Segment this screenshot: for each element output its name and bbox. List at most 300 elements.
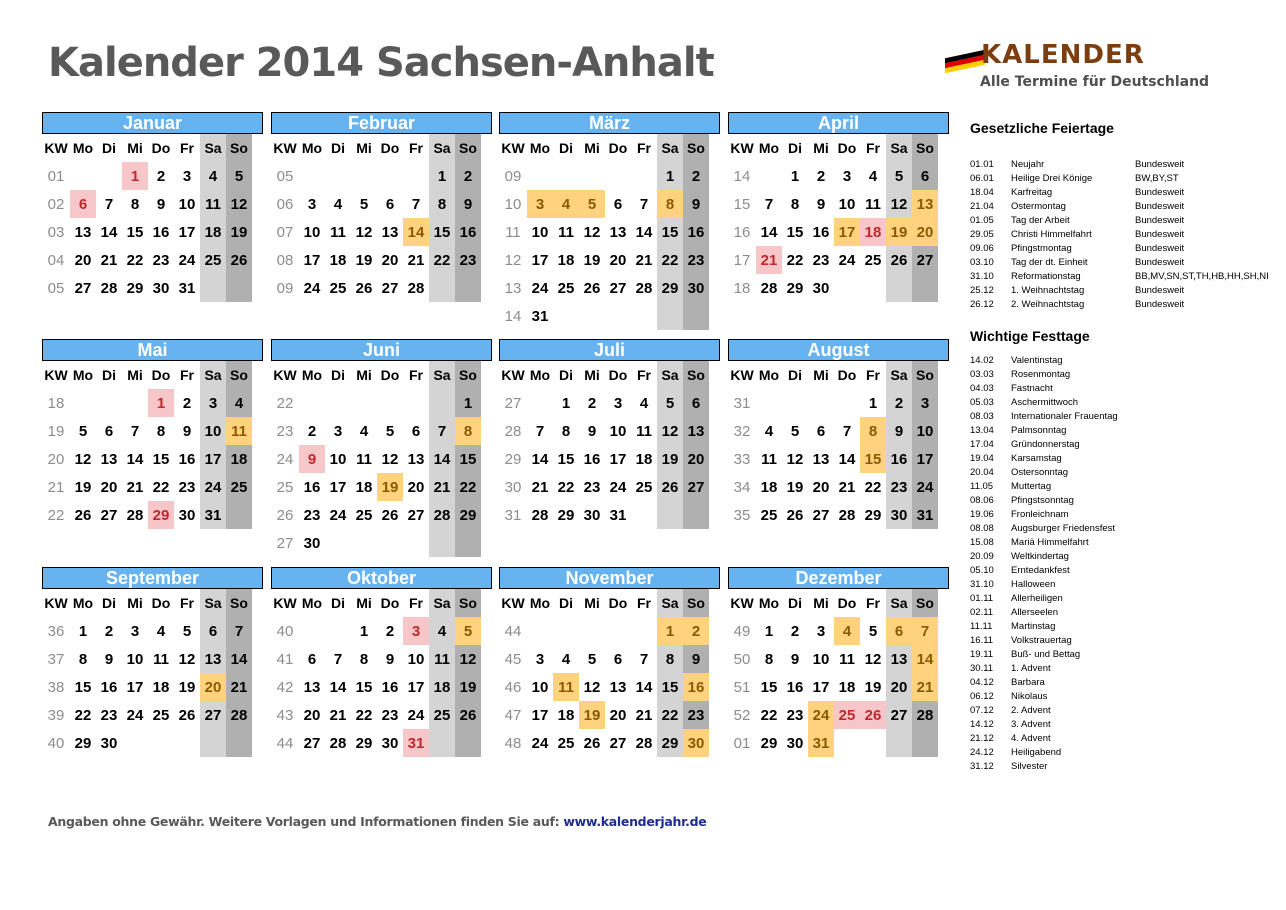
day-cell[interactable]: 4 [359,422,369,440]
day-cell[interactable]: 21 [838,478,856,496]
day-cell[interactable]: 25 [226,473,252,501]
day-cell[interactable]: 20 [812,478,830,496]
day-cell[interactable]: 4 [834,617,860,645]
day-cell[interactable]: 9 [790,650,800,668]
day-cell[interactable]: 11 [865,195,881,213]
day-cell[interactable]: 28 [407,279,425,297]
day-cell[interactable]: 6 [886,617,912,645]
day-cell[interactable]: 6 [104,422,114,440]
day-cell[interactable]: 24 [329,506,347,524]
day-cell[interactable]: 8 [455,417,481,445]
day-cell[interactable]: 15 [355,678,373,696]
day-cell[interactable]: 11 [429,645,455,673]
day-cell[interactable]: 18 [557,706,575,724]
day-cell[interactable]: 21 [635,706,653,724]
day-cell[interactable]: 9 [886,417,912,445]
day-cell[interactable]: 13 [683,417,709,445]
day-cell[interactable]: 25 [429,701,455,729]
day-cell[interactable]: 16 [683,673,709,701]
day-cell[interactable]: 12 [583,678,601,696]
day-cell[interactable]: 5 [886,162,912,190]
day-cell[interactable]: 2 [307,422,317,440]
day-cell[interactable]: 6 [816,422,826,440]
day-cell[interactable]: 21 [635,251,653,269]
day-cell[interactable]: 28 [329,734,347,752]
day-cell[interactable]: 31 [531,307,549,325]
day-cell[interactable]: 11 [636,422,652,440]
day-cell[interactable]: 23 [683,246,709,274]
day-cell[interactable]: 1 [78,622,88,640]
day-cell[interactable]: 24 [808,701,834,729]
day-cell[interactable]: 28 [912,701,938,729]
day-cell[interactable]: 11 [356,450,372,468]
day-cell[interactable]: 1 [455,389,481,417]
day-cell[interactable]: 12 [178,650,196,668]
day-cell[interactable]: 28 [226,701,252,729]
day-cell[interactable]: 4 [553,190,579,218]
day-cell[interactable]: 16 [886,445,912,473]
day-cell[interactable]: 17 [178,223,196,241]
day-cell[interactable]: 30 [583,506,601,524]
day-cell[interactable]: 4 [764,422,774,440]
day-cell[interactable]: 16 [812,223,830,241]
day-cell[interactable]: 29 [126,279,144,297]
day-cell[interactable]: 7 [764,195,774,213]
day-cell[interactable]: 19 [377,473,403,501]
day-cell[interactable]: 4 [429,617,455,645]
day-cell[interactable]: 22 [657,246,683,274]
day-cell[interactable]: 21 [912,673,938,701]
day-cell[interactable]: 3 [200,389,226,417]
day-cell[interactable]: 26 [657,473,683,501]
day-cell[interactable]: 26 [786,506,804,524]
day-cell[interactable]: 6 [411,422,421,440]
day-cell[interactable]: 14 [226,645,252,673]
day-cell[interactable]: 9 [587,422,597,440]
day-cell[interactable]: 9 [455,190,481,218]
day-cell[interactable]: 21 [756,246,782,274]
day-cell[interactable]: 27 [609,279,627,297]
day-cell[interactable]: 3 [333,422,343,440]
day-cell[interactable]: 11 [761,450,777,468]
day-cell[interactable]: 26 [583,279,601,297]
day-cell[interactable]: 1 [657,162,683,190]
day-cell[interactable]: 20 [303,706,321,724]
day-cell[interactable]: 13 [609,223,627,241]
day-cell[interactable]: 4 [226,389,252,417]
day-cell[interactable]: 11 [553,673,579,701]
day-cell[interactable]: 21 [226,673,252,701]
day-cell[interactable]: 24 [838,251,856,269]
day-cell[interactable]: 17 [912,445,938,473]
day-cell[interactable]: 15 [74,678,92,696]
day-cell[interactable]: 19 [355,251,373,269]
day-cell[interactable]: 21 [531,478,549,496]
day-cell[interactable]: 24 [407,706,425,724]
day-cell[interactable]: 3 [182,167,192,185]
day-cell[interactable]: 3 [842,167,852,185]
day-cell[interactable]: 31 [178,279,196,297]
day-cell[interactable]: 15 [429,218,455,246]
day-cell[interactable]: 13 [812,450,830,468]
day-cell[interactable]: 2 [182,394,192,412]
day-cell[interactable]: 5 [226,162,252,190]
day-cell[interactable]: 25 [329,279,347,297]
day-cell[interactable]: 26 [381,506,399,524]
day-cell[interactable]: 25 [355,506,373,524]
day-cell[interactable]: 12 [74,450,92,468]
day-cell[interactable]: 13 [74,223,92,241]
day-cell[interactable]: 22 [760,706,778,724]
day-cell[interactable]: 7 [130,422,140,440]
day-cell[interactable]: 22 [786,251,804,269]
day-cell[interactable]: 28 [100,279,118,297]
day-cell[interactable]: 30 [381,734,399,752]
day-cell[interactable]: 27 [303,734,321,752]
day-cell[interactable]: 31 [200,501,226,529]
day-cell[interactable]: 23 [786,706,804,724]
day-cell[interactable]: 11 [558,223,574,241]
day-cell[interactable]: 22 [864,478,882,496]
day-cell[interactable]: 29 [786,279,804,297]
day-cell[interactable]: 9 [156,195,166,213]
day-cell[interactable]: 23 [381,706,399,724]
day-cell[interactable]: 10 [531,223,549,241]
day-cell[interactable]: 8 [790,195,800,213]
day-cell[interactable]: 11 [200,190,226,218]
day-cell[interactable]: 24 [303,279,321,297]
day-cell[interactable]: 28 [635,734,653,752]
day-cell[interactable]: 13 [303,678,321,696]
day-cell[interactable]: 27 [886,701,912,729]
day-cell[interactable]: 7 [912,617,938,645]
day-cell[interactable]: 14 [635,223,653,241]
day-cell[interactable]: 1 [148,389,174,417]
day-cell[interactable]: 20 [74,251,92,269]
day-cell[interactable]: 18 [860,218,886,246]
day-cell[interactable]: 16 [683,218,709,246]
day-cell[interactable]: 16 [100,678,118,696]
day-cell[interactable]: 27 [100,506,118,524]
day-cell[interactable]: 17 [329,478,347,496]
day-cell[interactable]: 7 [429,417,455,445]
day-cell[interactable]: 10 [531,678,549,696]
day-cell[interactable]: 14 [912,645,938,673]
day-cell[interactable]: 22 [557,478,575,496]
day-cell[interactable]: 27 [912,246,938,274]
day-cell[interactable]: 17 [407,678,425,696]
day-cell[interactable]: 8 [130,195,140,213]
day-cell[interactable]: 7 [226,617,252,645]
day-cell[interactable]: 6 [70,190,96,218]
day-cell[interactable]: 4 [868,167,878,185]
day-cell[interactable]: 17 [609,450,627,468]
day-cell[interactable]: 1 [122,162,148,190]
day-cell[interactable]: 14 [429,445,455,473]
day-cell[interactable]: 25 [200,246,226,274]
day-cell[interactable]: 28 [635,279,653,297]
day-cell[interactable]: 2 [816,167,826,185]
day-cell[interactable]: 22 [657,701,683,729]
day-cell[interactable]: 11 [153,650,169,668]
day-cell[interactable]: 1 [429,162,455,190]
day-cell[interactable]: 8 [429,190,455,218]
day-cell[interactable]: 24 [609,478,627,496]
day-cell[interactable]: 28 [838,506,856,524]
day-cell[interactable]: 3 [527,190,553,218]
day-cell[interactable]: 12 [886,190,912,218]
day-cell[interactable]: 29 [864,506,882,524]
day-cell[interactable]: 20 [200,673,226,701]
day-cell[interactable]: 19 [786,478,804,496]
day-cell[interactable]: 7 [639,195,649,213]
day-cell[interactable]: 18 [838,678,856,696]
day-cell[interactable]: 23 [583,478,601,496]
day-cell[interactable]: 5 [359,195,369,213]
day-cell[interactable]: 18 [355,478,373,496]
day-cell[interactable]: 11 [330,223,346,241]
day-cell[interactable]: 13 [912,190,938,218]
day-cell[interactable]: 28 [429,501,455,529]
day-cell[interactable]: 29 [557,506,575,524]
day-cell[interactable]: 25 [557,734,575,752]
day-cell[interactable]: 18 [200,218,226,246]
day-cell[interactable]: 16 [583,450,601,468]
day-cell[interactable]: 23 [152,251,170,269]
day-cell[interactable]: 4 [333,195,343,213]
day-cell[interactable]: 12 [226,190,252,218]
day-cell[interactable]: 25 [635,478,653,496]
day-cell[interactable]: 17 [531,706,549,724]
day-cell[interactable]: 30 [683,729,709,757]
day-cell[interactable]: 29 [148,501,174,529]
day-cell[interactable]: 20 [381,251,399,269]
day-cell[interactable]: 24 [178,251,196,269]
day-cell[interactable]: 8 [78,650,88,668]
day-cell[interactable]: 20 [886,673,912,701]
day-cell[interactable]: 6 [912,162,938,190]
day-cell[interactable]: 8 [359,650,369,668]
day-cell[interactable]: 15 [152,450,170,468]
day-cell[interactable]: 8 [657,645,683,673]
day-cell[interactable]: 12 [381,450,399,468]
day-cell[interactable]: 19 [455,673,481,701]
day-cell[interactable]: 26 [178,706,196,724]
day-cell[interactable]: 18 [635,450,653,468]
day-cell[interactable]: 25 [864,251,882,269]
day-cell[interactable]: 10 [609,422,627,440]
day-cell[interactable]: 10 [200,417,226,445]
day-cell[interactable]: 14 [126,450,144,468]
day-cell[interactable]: 18 [557,251,575,269]
day-cell[interactable]: 7 [842,422,852,440]
day-cell[interactable]: 2 [156,167,166,185]
footer-link[interactable]: www.kalenderjahr.de [563,814,707,829]
day-cell[interactable]: 18 [760,478,778,496]
day-cell[interactable]: 14 [403,218,429,246]
day-cell[interactable]: 13 [407,450,425,468]
day-cell[interactable]: 21 [126,478,144,496]
day-cell[interactable]: 2 [104,622,114,640]
day-cell[interactable]: 29 [74,734,92,752]
day-cell[interactable]: 24 [531,734,549,752]
day-cell[interactable]: 30 [303,534,321,552]
day-cell[interactable]: 15 [126,223,144,241]
day-cell[interactable]: 26 [74,506,92,524]
day-cell[interactable]: 13 [609,678,627,696]
day-cell[interactable]: 5 [868,622,878,640]
day-cell[interactable]: 21 [100,251,118,269]
day-cell[interactable]: 3 [912,389,938,417]
day-cell[interactable]: 13 [200,645,226,673]
day-cell[interactable]: 10 [178,195,196,213]
day-cell[interactable]: 5 [385,422,395,440]
day-cell[interactable]: 10 [329,450,347,468]
day-cell[interactable]: 14 [531,450,549,468]
day-cell[interactable]: 17 [812,678,830,696]
day-cell[interactable]: 2 [886,389,912,417]
day-cell[interactable]: 6 [613,195,623,213]
day-cell[interactable]: 22 [429,246,455,274]
day-cell[interactable]: 6 [200,617,226,645]
day-cell[interactable]: 30 [152,279,170,297]
day-cell[interactable]: 23 [303,506,321,524]
day-cell[interactable]: 19 [864,678,882,696]
day-cell[interactable]: 27 [683,473,709,501]
day-cell[interactable]: 17 [126,678,144,696]
brand-logo[interactable] [945,40,1215,100]
day-cell[interactable]: 27 [407,506,425,524]
day-cell[interactable]: 1 [868,394,878,412]
day-cell[interactable]: 8 [860,417,886,445]
day-cell[interactable]: 20 [100,478,118,496]
day-cell[interactable]: 5 [790,422,800,440]
day-cell[interactable]: 24 [200,473,226,501]
day-cell[interactable]: 19 [583,251,601,269]
day-cell[interactable]: 26 [886,246,912,274]
day-cell[interactable]: 12 [786,450,804,468]
day-cell[interactable]: 14 [635,678,653,696]
day-cell[interactable]: 15 [557,450,575,468]
day-cell[interactable]: 15 [657,218,683,246]
day-cell[interactable]: 7 [535,422,545,440]
day-cell[interactable]: 29 [657,729,683,757]
day-cell[interactable]: 20 [609,706,627,724]
day-cell[interactable]: 2 [587,394,597,412]
day-cell[interactable]: 4 [200,162,226,190]
day-cell[interactable]: 13 [886,645,912,673]
day-cell[interactable]: 30 [178,506,196,524]
day-cell[interactable]: 10 [812,650,830,668]
day-cell[interactable]: 31 [609,506,627,524]
day-cell[interactable]: 28 [760,279,778,297]
day-cell[interactable]: 19 [178,678,196,696]
day-cell[interactable]: 19 [657,445,683,473]
day-cell[interactable]: 31 [808,729,834,757]
day-cell[interactable]: 12 [455,645,481,673]
day-cell[interactable]: 8 [657,190,683,218]
day-cell[interactable]: 23 [178,478,196,496]
day-cell[interactable]: 30 [812,279,830,297]
day-cell[interactable]: 27 [200,701,226,729]
day-cell[interactable]: 29 [760,734,778,752]
day-cell[interactable]: 16 [152,223,170,241]
day-cell[interactable]: 30 [683,274,709,302]
day-cell[interactable]: 10 [912,417,938,445]
day-cell[interactable]: 16 [303,478,321,496]
day-cell[interactable]: 10 [126,650,144,668]
day-cell[interactable]: 14 [100,223,118,241]
day-cell[interactable]: 2 [455,162,481,190]
day-cell[interactable]: 19 [579,701,605,729]
day-cell[interactable]: 14 [329,678,347,696]
day-cell[interactable]: 9 [683,190,709,218]
day-cell[interactable]: 16 [381,678,399,696]
day-cell[interactable]: 27 [609,734,627,752]
day-cell[interactable]: 31 [912,501,938,529]
day-cell[interactable]: 15 [455,445,481,473]
day-cell[interactable]: 3 [613,394,623,412]
day-cell[interactable]: 15 [786,223,804,241]
day-cell[interactable]: 28 [126,506,144,524]
day-cell[interactable]: 20 [407,478,425,496]
day-cell[interactable]: 20 [912,218,938,246]
day-cell[interactable]: 13 [100,450,118,468]
day-cell[interactable]: 15 [657,673,683,701]
day-cell[interactable]: 21 [407,251,425,269]
day-cell[interactable]: 6 [683,389,709,417]
day-cell[interactable]: 3 [403,617,429,645]
day-cell[interactable]: 27 [381,279,399,297]
day-cell[interactable]: 6 [613,650,623,668]
day-cell[interactable]: 19 [226,218,252,246]
day-cell[interactable]: 12 [355,223,373,241]
day-cell[interactable]: 29 [455,501,481,529]
day-cell[interactable]: 22 [74,706,92,724]
day-cell[interactable]: 5 [182,622,192,640]
day-cell[interactable]: 22 [126,251,144,269]
day-cell[interactable]: 12 [864,650,882,668]
day-cell[interactable]: 2 [683,617,709,645]
day-cell[interactable]: 26 [355,279,373,297]
day-cell[interactable]: 23 [812,251,830,269]
day-cell[interactable]: 17 [303,251,321,269]
day-cell[interactable]: 1 [561,394,571,412]
day-cell[interactable]: 5 [579,190,605,218]
day-cell[interactable]: 16 [178,450,196,468]
day-cell[interactable]: 23 [455,246,481,274]
day-cell[interactable]: 21 [429,473,455,501]
day-cell[interactable]: 10 [407,650,425,668]
day-cell[interactable]: 4 [561,650,571,668]
day-cell[interactable]: 1 [790,167,800,185]
day-cell[interactable]: 16 [786,678,804,696]
day-cell[interactable]: 26 [860,701,886,729]
day-cell[interactable]: 27 [74,279,92,297]
day-cell[interactable]: 14 [760,223,778,241]
day-cell[interactable]: 21 [329,706,347,724]
day-cell[interactable]: 23 [100,706,118,724]
day-cell[interactable]: 6 [385,195,395,213]
day-cell[interactable]: 18 [429,673,455,701]
day-cell[interactable]: 1 [657,617,683,645]
day-cell[interactable]: 25 [557,279,575,297]
day-cell[interactable]: 10 [303,223,321,241]
day-cell[interactable]: 9 [816,195,826,213]
day-cell[interactable]: 18 [329,251,347,269]
day-cell[interactable]: 19 [74,478,92,496]
day-cell[interactable]: 16 [455,218,481,246]
